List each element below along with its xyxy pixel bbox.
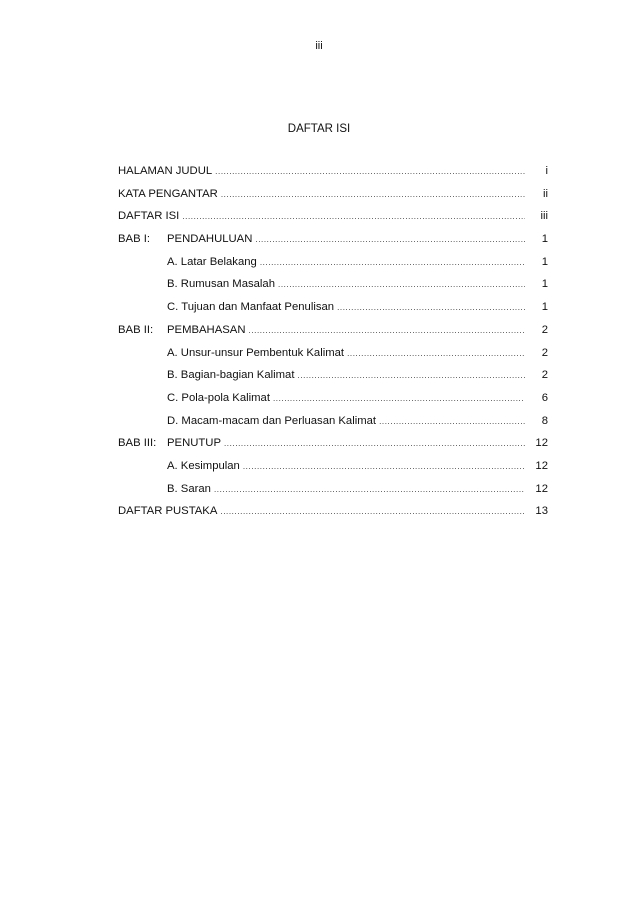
toc-entry-page: 13 [535, 505, 548, 518]
toc-entry-label: KATA PENGANTAR [118, 187, 218, 200]
toc-entry-label: A. Latar Belakang [167, 255, 257, 268]
toc-entry-page: iii [540, 210, 548, 223]
toc-entry-label: PEMBAHASAN [167, 323, 246, 336]
toc-entry-page: 12 [535, 437, 548, 450]
toc-chapter-number: BAB I: [118, 233, 151, 246]
toc-entry-page: 2 [541, 369, 548, 382]
dot-leader [278, 278, 525, 292]
toc-entry-label: DAFTAR ISI [118, 210, 180, 223]
toc-entry-page: 1 [541, 301, 548, 314]
toc-entry-label: B. Rumusan Masalah [167, 278, 275, 291]
toc-entry-label: C. Tujuan dan Manfaat Penulisan [167, 301, 335, 314]
toc-entry-page: 2 [541, 346, 548, 359]
toc-entry-page: 8 [541, 414, 548, 427]
toc-entry-page: 1 [541, 278, 548, 291]
toc-entry-label: DAFTAR PUSTAKA [118, 505, 218, 518]
toc-entry-label: B. Saran [167, 482, 211, 495]
dot-leader [297, 369, 525, 383]
toc-entry-label: A. Unsur-unsur Pembentuk Kalimat [167, 346, 345, 359]
toc-entry-bab-1[interactable] [118, 232, 548, 255]
page-title: DAFTAR ISI [287, 123, 351, 135]
toc-entry-saran[interactable] [118, 482, 548, 505]
toc-chapter-number: BAB III: [118, 437, 157, 450]
dot-leader [337, 301, 525, 315]
dot-leader [215, 165, 525, 179]
toc-entry-bagian-kalimat[interactable] [118, 368, 548, 391]
toc-entry-label: C. Pola-pola Kalimat [167, 391, 270, 404]
toc-entry-label: A. Kesimpulan [167, 459, 240, 472]
dot-leader [221, 188, 525, 202]
toc-entry-daftar-pustaka[interactable] [118, 504, 548, 527]
toc-entry-halaman-judul[interactable] [118, 164, 548, 187]
toc-entry-daftar-isi[interactable] [118, 209, 548, 232]
toc-entry-page: 12 [535, 482, 548, 495]
toc-entry-page: 12 [535, 459, 548, 472]
dot-leader [243, 460, 525, 474]
toc-entry-rumusan-masalah[interactable] [118, 277, 548, 300]
table-of-contents [118, 164, 548, 527]
toc-entry-kesimpulan[interactable] [118, 459, 548, 482]
toc-entry-label: PENUTUP [167, 437, 221, 450]
toc-entry-page: ii [542, 187, 548, 200]
toc-entry-unsur-pembentuk[interactable] [118, 346, 548, 369]
toc-entry-page: 1 [541, 233, 548, 246]
toc-entry-label: D. Macam-macam dan Perluasan Kalimat [167, 414, 377, 427]
toc-entry-label: PENDAHULUAN [167, 233, 253, 246]
toc-entry-page: i [545, 165, 548, 177]
toc-entry-macam-perluasan[interactable] [118, 414, 548, 437]
page-number: iii [315, 40, 323, 52]
toc-entry-tujuan-manfaat[interactable] [118, 300, 548, 323]
toc-entry-label: HALAMAN JUDUL [118, 165, 213, 177]
toc-entry-latar-belakang[interactable] [118, 255, 548, 278]
dot-leader [182, 210, 525, 224]
dot-leader [379, 415, 525, 429]
dot-leader [248, 324, 525, 338]
toc-entry-page: 1 [541, 255, 548, 268]
toc-entry-page: 6 [541, 391, 548, 404]
toc-entry-label: B. Bagian-bagian Kalimat [167, 369, 295, 382]
dot-leader [273, 392, 525, 406]
dot-leader [220, 505, 525, 519]
dot-leader [347, 347, 525, 361]
dot-leader [214, 483, 525, 497]
toc-entry-pola-kalimat[interactable] [118, 391, 548, 414]
dot-leader [224, 437, 525, 451]
toc-entry-kata-pengantar[interactable] [118, 187, 548, 210]
toc-entry-bab-3[interactable] [118, 436, 548, 459]
dot-leader [260, 256, 525, 270]
toc-entry-page: 2 [541, 323, 548, 336]
toc-entry-bab-2[interactable] [118, 323, 548, 346]
toc-chapter-number: BAB II: [118, 323, 154, 336]
dot-leader [255, 233, 525, 247]
